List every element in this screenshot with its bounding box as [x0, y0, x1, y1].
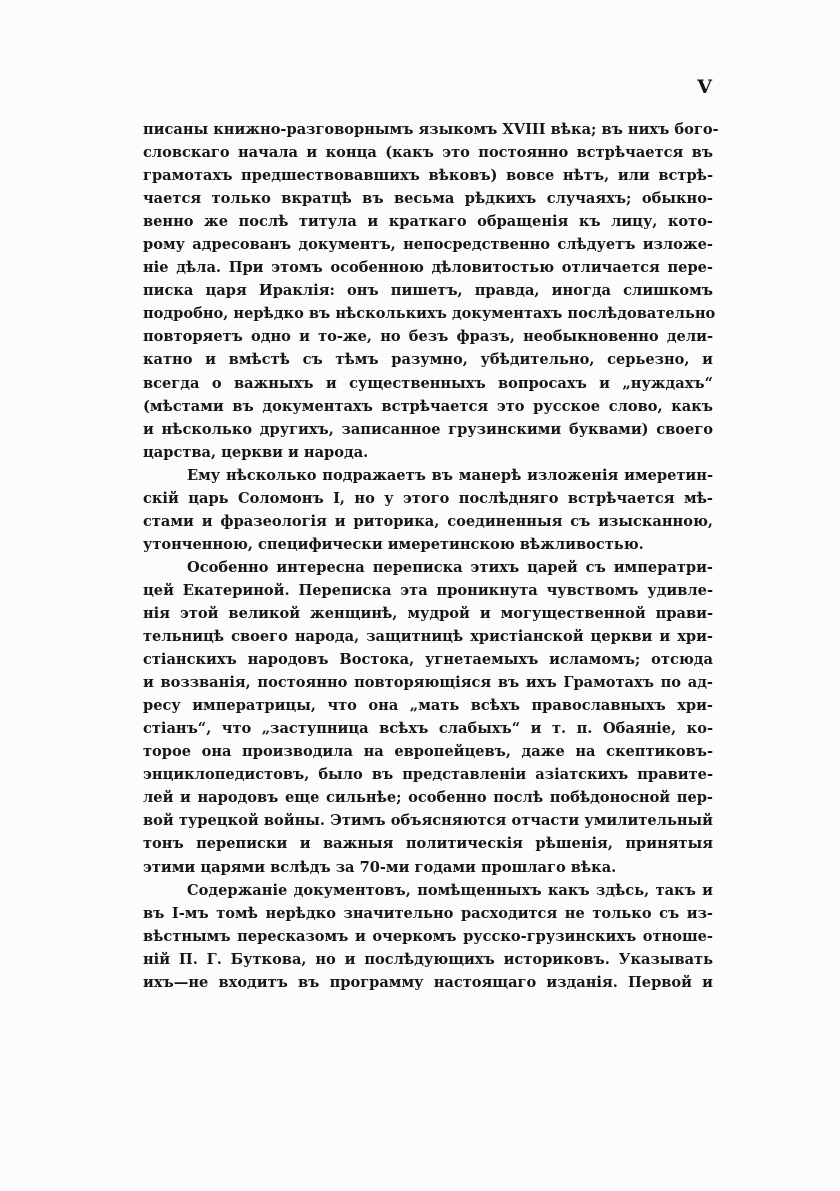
text-line: и воззванія, постоянно повторяющіяся въ ихъ Грамотахъ по ад-	[143, 674, 713, 692]
text-line: стами и фразеологія и риторика, соединенныя съ изысканною,	[143, 512, 713, 530]
text-line: энциклопедистовъ, было въ представленіи азіатскихъ правите-	[143, 766, 713, 784]
text-line: Ему нѣсколько подражаетъ въ манерѣ изложенія имеретин-	[187, 466, 713, 484]
text-line: писаны книжно-разговорнымъ языкомъ XVIII вѣка; въ нихъ бого-	[143, 121, 719, 138]
text-line: царства, церкви и народа.	[143, 443, 369, 461]
text-line: тонъ переписки и важныя политическія рѣшенія, принятыя	[143, 835, 713, 853]
text-line: подробно, нерѣдко въ нѣсколькихъ документахъ послѣдовательно	[143, 305, 716, 323]
paragraph	[143, 556, 713, 879]
text-line: грамотахъ предшествовавшихъ вѣковъ) вовсе нѣтъ, или встрѣ-	[143, 167, 713, 185]
paragraph	[143, 464, 713, 556]
text-line: и нѣсколько другихъ, записанное грузинскими буквами) своего	[143, 420, 713, 438]
text-line: всегда о важныхъ и существенныхъ вопросахъ и „нуждахъ“	[143, 374, 713, 392]
text-line: тельницѣ своего народа, защитницѣ христіанской церкви и хри-	[143, 628, 713, 646]
text-line: повторяетъ одно и то-же, но безъ фразъ, необыкновенно дели-	[143, 328, 713, 346]
text-line: цей Екатериной. Переписка эта проникнута чувствомъ удивле-	[143, 581, 713, 599]
text-line: ніе дѣла. При этомъ особенною дѣловитостью отличается пере-	[143, 259, 713, 277]
paragraph	[143, 118, 719, 464]
text-line: рому адресованъ документъ, непосредственно слѣдуетъ изложе-	[143, 236, 713, 254]
text-line: писка царя Ираклія: онъ пишетъ, правда, иногда слишкомъ	[143, 282, 713, 300]
body-text	[143, 118, 719, 994]
text-line: словскаго начала и конца (какъ это постоянно встрѣчается въ	[143, 144, 713, 162]
text-line: въ I-мъ томѣ нерѣдко значительно расходится не только съ из-	[143, 904, 713, 922]
text-line: торое она производила на европейцевъ, даже на скептиковъ-	[143, 743, 713, 761]
text-line: скій царь Соломонъ I, но у этого послѣдняго встрѣчается мѣ-	[143, 489, 713, 507]
text-line: вѣстнымъ пересказомъ и очеркомъ русско-грузинскихъ отноше-	[143, 927, 713, 945]
text-line: ній П. Г. Буткова, но и послѣдующихъ историковъ. Указывать	[143, 950, 713, 968]
text-line: Особенно интересна переписка этихъ царей съ императри-	[187, 558, 713, 576]
text-line: катно и вмѣстѣ съ тѣмъ разумно, убѣдительно, серьезно, и	[143, 351, 713, 369]
text-line: чается только вкратцѣ въ весьма рѣдкихъ случаяхъ; обыкно-	[143, 190, 713, 208]
text-line: ихъ—не входитъ въ программу настоящаго изданія. Первой и	[143, 973, 713, 991]
text-line: Содержаніе документовъ, помѣщенныхъ какъ здѣсь, такъ и	[187, 881, 713, 899]
paragraph	[143, 879, 713, 994]
text-line: стіанъ“, что „заступница всѣхъ слабыхъ“ и т. п. Обаяніе, ко-	[143, 720, 713, 738]
text-line: лей и народовъ еще сильнѣе; особенно послѣ побѣдоносной пер-	[143, 789, 713, 807]
text-line: этими царями вслѣдъ за 70-ми годами прошлаго вѣка.	[143, 858, 617, 876]
text-line: стіанскихъ народовъ Востока, угнетаемыхъ исламомъ; отсюда	[143, 651, 713, 669]
text-line: (мѣстами въ документахъ встрѣчается это русское слово, какъ	[143, 397, 713, 415]
text-line: венно же послѣ титула и краткаго обращенія къ лицу, кото-	[143, 213, 713, 231]
text-line: ресу императрицы, что она „мать всѣхъ православныхъ хри-	[143, 697, 713, 715]
text-line: нія этой великой женщинѣ, мудрой и могущественной прави-	[143, 604, 713, 622]
page-number: V	[697, 76, 712, 98]
text-line: вой турецкой войны. Этимъ объясняются отчасти умилительный	[143, 812, 713, 830]
text-line: утонченною, специфически имеретинскою вѣжливостью.	[143, 535, 644, 553]
